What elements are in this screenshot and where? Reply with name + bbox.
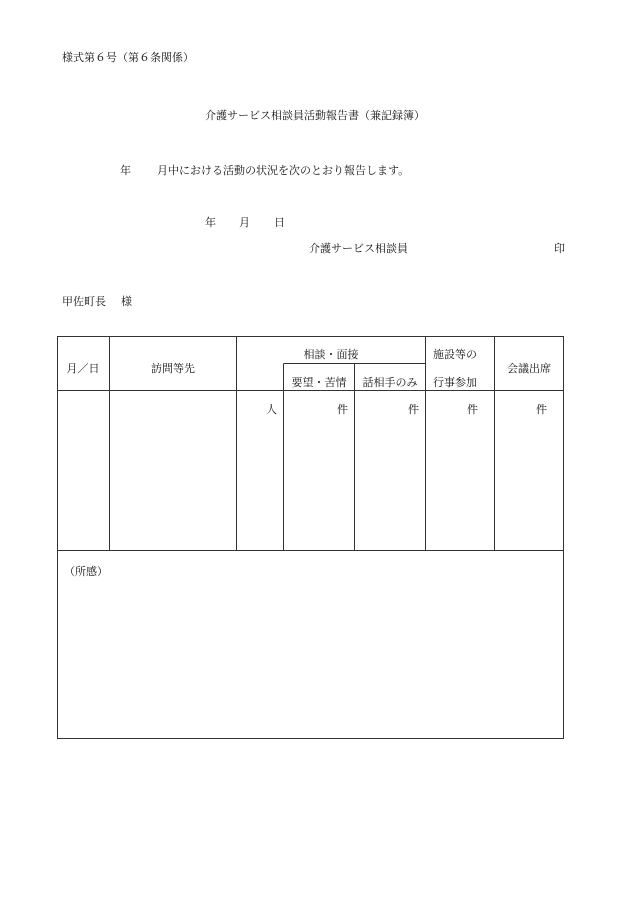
unit-person: 人 [266, 403, 277, 416]
document-title: 介護サービス相談員活動報告書（兼記録簿） [205, 109, 425, 122]
form-number: 様式第６号（第６条関係） [62, 51, 194, 64]
unit-requests: 件 [337, 403, 348, 416]
intro-text: 月中における活動の状況を次のとおり報告します。 [157, 164, 410, 177]
table-grid-lines [58, 337, 564, 739]
col-header-date: 月／日 [66, 362, 100, 375]
remarks-label: （所感） [64, 565, 108, 578]
intro-year-label: 年 [120, 164, 131, 177]
col-header-visit: 訪問等先 [151, 362, 195, 375]
unit-meeting: 件 [536, 403, 547, 416]
col-header-requests: 要望・苦情 [291, 376, 347, 389]
unit-facility: 件 [467, 403, 478, 416]
col-header-facility-2: 行事参加 [433, 376, 477, 389]
seal-mark: 印 [554, 242, 565, 255]
date-month-label: 月 [239, 216, 250, 229]
counselor-label: 介護サービス相談員 [309, 242, 408, 255]
date-year-label: 年 [205, 216, 216, 229]
unit-talk: 件 [408, 403, 419, 416]
col-header-talk: 話相手のみ [362, 376, 418, 389]
date-day-label: 日 [274, 216, 285, 229]
addressee-name: 甲佐町長 [62, 295, 106, 308]
addressee-honorific: 様 [121, 295, 132, 308]
group-header-consult: 相談・面接 [303, 348, 359, 361]
col-header-facility-1: 施設等の [433, 348, 477, 361]
table-border [58, 337, 564, 739]
col-header-meeting: 会議出席 [507, 362, 551, 375]
